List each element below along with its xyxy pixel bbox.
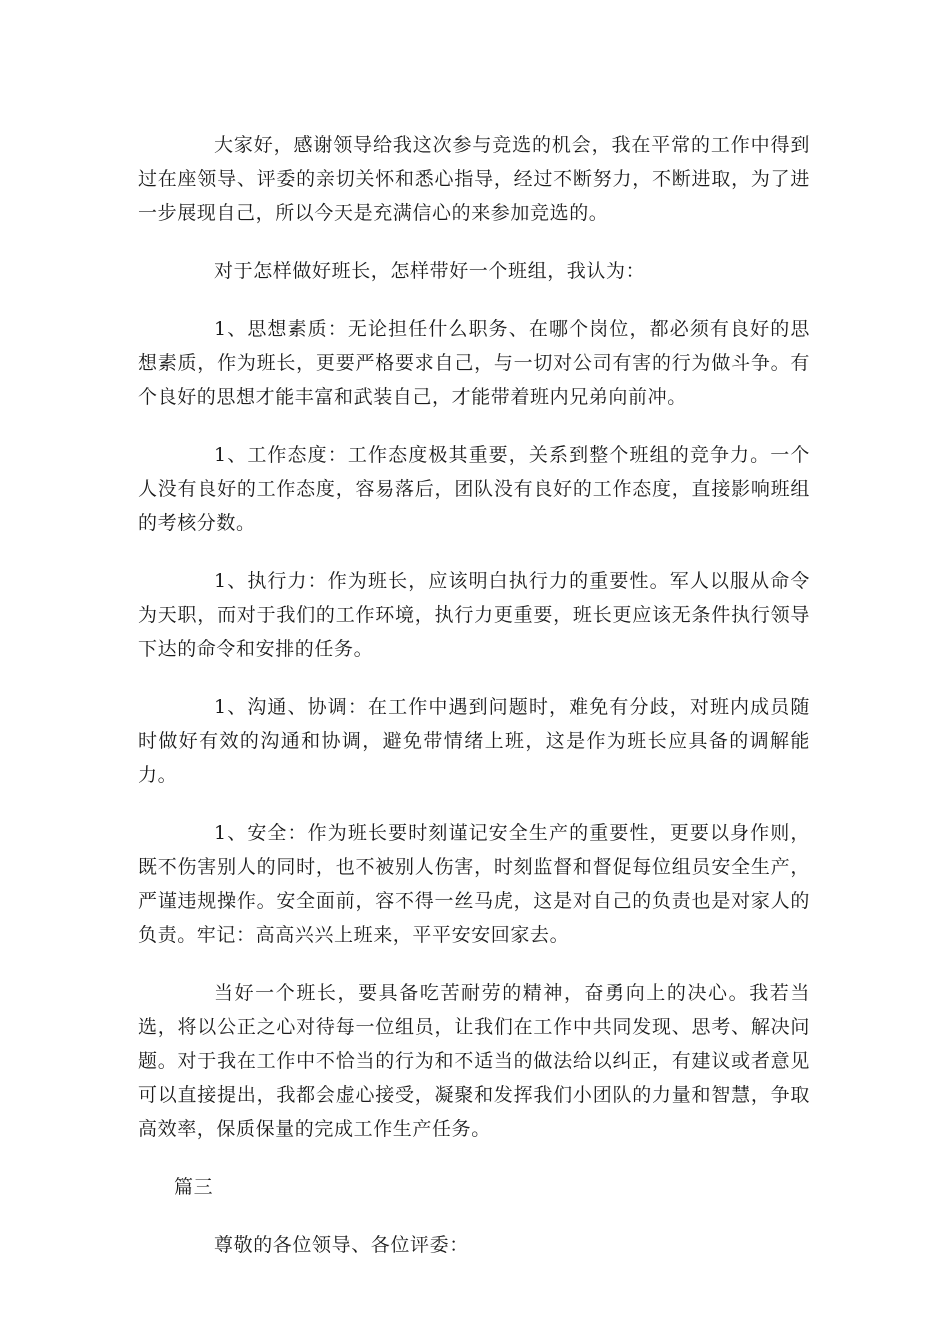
paragraph-communication: 1、沟通、协调：在工作中遇到问题时，难免有分歧，对班内成员随时做好有效的沟通和协调，避免带情绪上班，这是作为班长应具备的调解能力。 — [138, 696, 810, 786]
section-heading: 篇三 — [174, 1176, 214, 1198]
paragraph-conclusion: 当好一个班长，要具备吃苦耐劳的精神，奋勇向上的决心。我若当选，将以公正之心对待每一位组员，让我们在工作中共同发现、思考、解决问题。对于我在工作中不恰当的行为和不适当的做法给以纠正，有建议或者意见可以直接提出，我都会虚心接受，凝聚和发挥我们小团队的力量和智慧，争取高效率，保质保量的完成工作生产任务。 — [138, 982, 810, 1140]
paragraph-safety: 1、安全：作为班长要时刻谨记安全生产的重要性，更要以身作则，既不伤害别人的同时，也不被别人伤害，时刻监督和督促每位组员安全生产，严谨违规操作。安全面前，容不得一丝马虎，这是对自己的负责也是对家人的负责。牢记：高高兴兴上班来，平平安安回家去。 — [138, 822, 810, 946]
paragraph-question: 对于怎样做好班长，怎样带好一个班组，我认为： — [214, 260, 646, 282]
paragraph-execution: 1、执行力：作为班长，应该明白执行力的重要性。军人以服从命令为天职，而对于我们的工作环境，执行力更重要，班长更应该无条件执行领导下达的命令和安排的任务。 — [138, 570, 810, 660]
paragraph-attitude: 1、工作态度：工作态度极其重要，关系到整个班组的竞争力。一个人没有良好的工作态度，容易落后，团队没有良好的工作态度，直接影响班组的考核分数。 — [138, 444, 810, 534]
paragraph-intro: 大家好，感谢领导给我这次参与竞选的机会，我在平常的工作中得到过在座领导、评委的亲切关怀和悉心指导，经过不断努力，不断进取，为了进一步展现自己，所以今天是充满信心的来参加竞选的。 — [138, 134, 810, 224]
paragraph-ideology: 1、思想素质：无论担任什么职务、在哪个岗位，都必须有良好的思想素质，作为班长，更要严格要求自己，与一切对公司有害的行为做斗争。有个良好的思想才能丰富和武装自己，才能带着班内兄弟向前冲。 — [138, 318, 810, 408]
document-page — [138, 128, 810, 1286]
greeting: 尊敬的各位领导、各位评委： — [214, 1234, 469, 1256]
